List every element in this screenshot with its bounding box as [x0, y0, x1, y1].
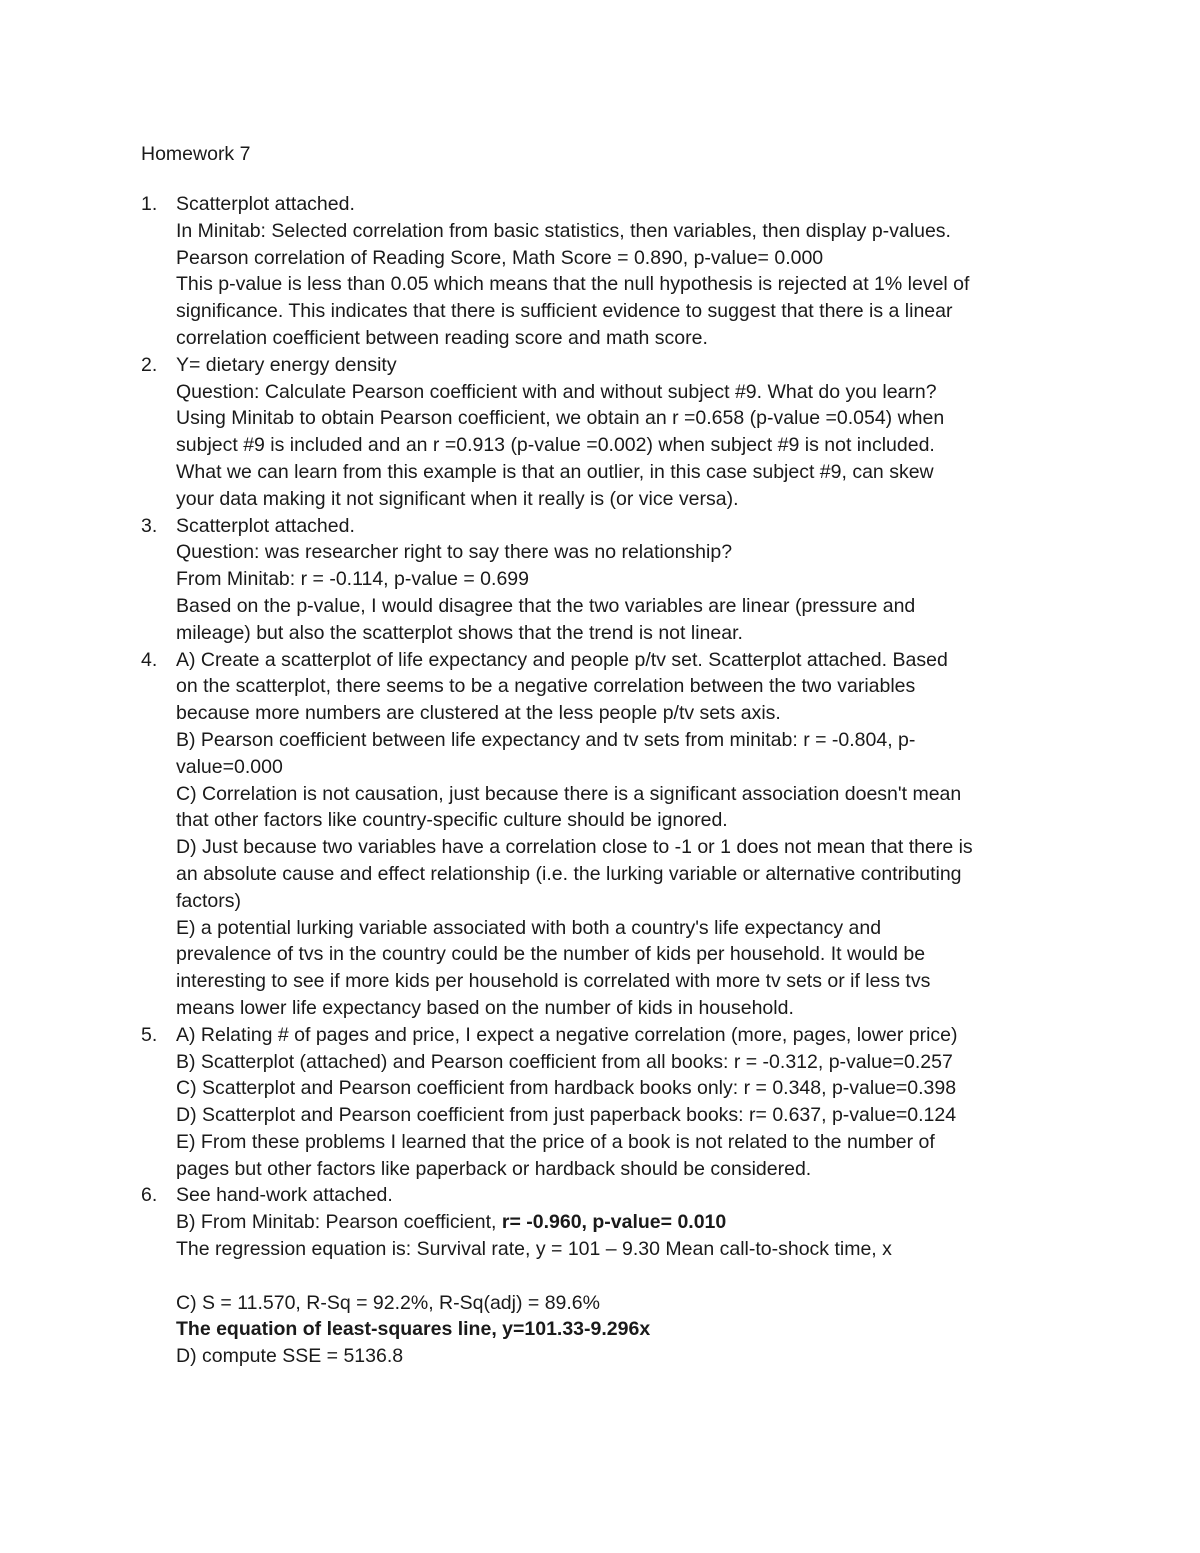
text-line: Pearson correlation of Reading Score, Math Score = 0.890, p-value= 0.000 — [176, 246, 824, 269]
text-line: A) Relating # of pages and price, I expect a negative correlation (more, pages, lower price) — [176, 1023, 958, 1046]
list-item-body — [176, 647, 1076, 1022]
text-line — [176, 1209, 1076, 1236]
text-line: D) Just because two variables have a correlation close to -1 or 1 does not mean that there is — [176, 836, 973, 859]
text-line: D) Scatterplot and Pearson coefficient from just paperback books: r= 0.637, p-value=0.124 — [176, 1104, 957, 1127]
text-line: E) a potential lurking variable associated with both a country's life expectancy and — [176, 916, 882, 939]
list-item-number: 2. — [141, 353, 158, 376]
list-item-body — [176, 352, 1076, 513]
document-title: Homework 7 — [141, 143, 251, 165]
text-line: Question: was researcher right to say there was no relationship? — [176, 541, 733, 564]
text-line: factors) — [176, 889, 242, 912]
text-line: significance. This indicates that there is sufficient evidence to suggest that there is a linear — [176, 300, 953, 323]
list-item-number: 1. — [141, 193, 158, 215]
bold-equation-line: The equation of least-squares line, y=101.33-9.296x — [176, 1318, 651, 1341]
text-line: What we can learn from this example is that an outlier, in this case subject #9, can skew — [176, 460, 934, 483]
text-line: mileage) but also the scatterplot shows that the trend is not linear. — [176, 621, 743, 644]
text-line: From Minitab: r = -0.114, p-value = 0.699 — [176, 568, 529, 591]
blank-line — [176, 1263, 1076, 1290]
text-segment: B) From Minitab: Pearson coefficient, — [176, 1211, 502, 1234]
list-item-5 — [141, 1022, 1101, 1183]
bold-result: r= -0.960, p-value= 0.010 — [501, 1211, 727, 1234]
list-item-2 — [141, 352, 1101, 513]
text-line: prevalence of tvs in the country could be the number of kids per household. It would be — [176, 943, 926, 966]
list-item-1 — [141, 191, 1101, 352]
list-item-number: 4. — [141, 648, 158, 671]
text-line: pages but other factors like paperback or hardback should be considered. — [176, 1157, 812, 1180]
text-line: C) Correlation is not causation, just because there is a significant association doesn't mean — [176, 782, 962, 805]
text-line: that other factors like country-specific culture should be ignored. — [176, 809, 728, 832]
answer-list — [141, 191, 1101, 1370]
text-line: C) Scatterplot and Pearson coefficient from hardback books only: r = 0.348, p-value=0.398 — [176, 1077, 957, 1100]
text-line: subject #9 is included and an r =0.913 (p-value =0.002) when subject #9 is not included. — [176, 434, 935, 457]
text-line: means lower life expectancy based on the number of kids in household. — [176, 996, 794, 1019]
list-item-number: 5. — [141, 1023, 158, 1046]
text-line: This p-value is less than 0.05 which means that the null hypothesis is rejected at 1% level of — [176, 273, 970, 296]
text-line: B) Pearson coefficient between life expectancy and tv sets from minitab: r = -0.804, p- — [176, 728, 916, 751]
text-line: See hand-work attached. — [176, 1184, 393, 1207]
text-line: In Minitab: Selected correlation from basic statistics, then variables, then display p-values. — [176, 219, 951, 242]
text-line: The regression equation is: Survival rate, y = 101 – 9.30 Mean call-to-shock time, x — [176, 1238, 892, 1261]
list-item-3 — [141, 513, 1101, 647]
list-item-number: 6. — [141, 1184, 158, 1207]
text-line: an absolute cause and effect relationship (i.e. the lurking variable or alternative contributing — [176, 862, 962, 885]
text-line: E) From these problems I learned that the price of a book is not related to the number of — [176, 1130, 935, 1153]
text-line: Scatterplot attached. — [176, 514, 355, 537]
list-item-number: 3. — [141, 514, 158, 537]
text-line: Y= dietary energy density — [176, 353, 397, 376]
text-line: interesting to see if more kids per household is correlated with more tv sets or if less tvs — [176, 970, 931, 993]
text-line: Based on the p-value, I would disagree that the two variables are linear (pressure and — [176, 594, 916, 617]
text-line: Question: Calculate Pearson coefficient with and without subject #9. What do you learn? — [176, 380, 937, 403]
text-line: Scatterplot attached. — [176, 193, 355, 215]
text-line: D) compute SSE = 5136.8 — [176, 1345, 404, 1368]
list-item-4 — [141, 647, 1101, 1022]
text-line: correlation coefficient between reading score and math score. — [176, 326, 708, 349]
list-item-body — [176, 191, 1076, 352]
text-line: on the scatterplot, there seems to be a negative correlation between the two variables — [176, 675, 916, 698]
text-line: A) Create a scatterplot of life expectancy and people p/tv set. Scatterplot attached. Based — [176, 648, 948, 671]
text-line: B) Scatterplot (attached) and Pearson coefficient from all books: r = -0.312, p-value=0.257 — [176, 1050, 953, 1073]
text-line: C) S = 11.570, R-Sq = 92.2%, R-Sq(adj) = 89.6% — [176, 1291, 600, 1314]
text-line: Using Minitab to obtain Pearson coefficient, we obtain an r =0.658 (p-value =0.054) when — [176, 407, 945, 430]
list-item-6 — [141, 1182, 1101, 1370]
text-line: value=0.000 — [176, 755, 283, 778]
text-line: because more numbers are clustered at the less people p/tv sets axis. — [176, 702, 781, 725]
text-line: your data making it not significant when it really is (or vice versa). — [176, 487, 739, 510]
list-item-body — [176, 513, 1076, 647]
list-item-body — [176, 1182, 1076, 1370]
list-item-body — [176, 1022, 1076, 1183]
